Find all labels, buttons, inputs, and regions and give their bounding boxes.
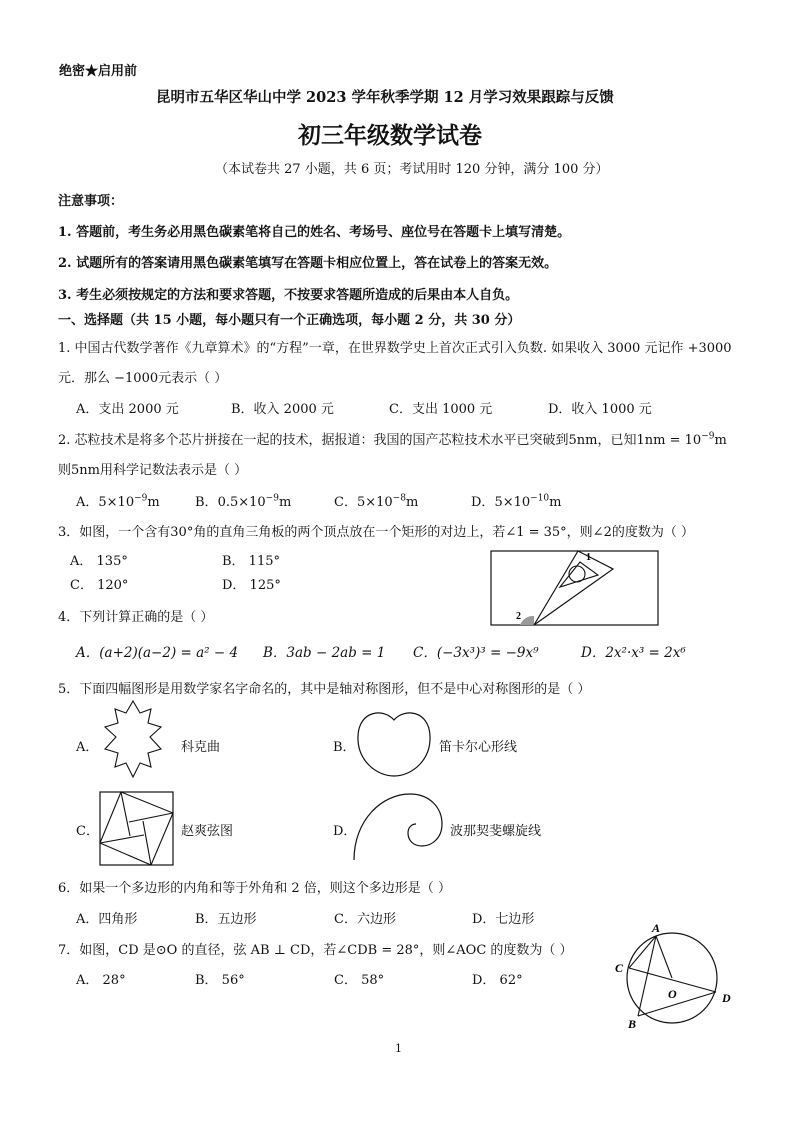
triangle-edge bbox=[100, 835, 144, 843]
triangle-edge bbox=[129, 813, 173, 822]
koch-curve-shape bbox=[105, 701, 161, 777]
option-label: D． bbox=[471, 495, 495, 510]
outer-square bbox=[100, 792, 173, 865]
angle-2-label: 2 bbox=[516, 611, 521, 622]
question-2-option-a bbox=[76, 491, 160, 510]
question-4-option-a: A．(a+2)(a−2) = a² − 4 bbox=[76, 645, 239, 661]
question-7-figure bbox=[610, 922, 740, 1032]
option-base: 5×10 bbox=[356, 495, 393, 510]
question-5-option-b-name: 笛卡尔心形线 bbox=[439, 740, 518, 755]
question-4-option-d: D．2x²·x³ = 2x⁶ bbox=[581, 645, 686, 661]
option-unit: m bbox=[405, 495, 419, 510]
question-2-line2: 则5nm用科学记数法表示是（ ） bbox=[58, 463, 248, 478]
question-7-option-c: C． 58° bbox=[334, 973, 385, 988]
option-exp: −9 bbox=[265, 493, 279, 504]
option-label: C． bbox=[334, 495, 357, 510]
question-6-option-b: B．五边形 bbox=[195, 912, 257, 927]
question-2-unit: m bbox=[714, 433, 727, 448]
question-6-option-c: C．六边形 bbox=[334, 912, 396, 927]
option-exp: −8 bbox=[392, 493, 406, 504]
note-item: 1. 答题前，考生务必用黑色碳素笔将自己的姓名、考场号、座位号在答题卡上填写清楚。 bbox=[58, 225, 571, 240]
option-base: 5×10 bbox=[98, 495, 135, 510]
label-d: D bbox=[722, 991, 731, 1005]
question-1-line2: 元．那么 −1000元表示（ ） bbox=[58, 371, 228, 386]
exam-subtitle: （本试卷共 27 小题，共 6 页；考试用时 120 分钟，满分 100 分） bbox=[215, 162, 609, 177]
question-3-stem: 3．如图，一个含有30°角的直角三角板的两个顶点放在一个矩形的对边上，若∠1 = 35°，则∠2的度数为（ ） bbox=[58, 525, 694, 540]
zhao-shuang-diagram bbox=[99, 791, 175, 867]
option-base: 5×10 bbox=[494, 495, 531, 510]
segment-bd bbox=[638, 992, 716, 1016]
question-4-option-c: C．(−3x³)³ = −9x⁹ bbox=[413, 645, 539, 661]
note-item: 3. 考生必须按规定的方法和要求答题，不按要求答题所造成的后果由本人自负。 bbox=[58, 288, 519, 303]
question-3-option-b: B． 115° bbox=[222, 554, 280, 569]
question-5-option-a-name: 科克曲 bbox=[181, 740, 221, 755]
plate-hole bbox=[569, 566, 585, 582]
note-item: 2. 试题所有的答案请用黑色碳素笔填写在答题卡相应位置上，答在试卷上的答案无效。 bbox=[58, 256, 558, 271]
label-o: O bbox=[668, 987, 677, 1001]
segment-ao bbox=[656, 936, 672, 978]
secret-label: 绝密★启用前 bbox=[59, 64, 138, 79]
question-5-option-b-label: B． bbox=[333, 740, 356, 755]
inner-square bbox=[100, 792, 173, 865]
question-2-line1 bbox=[58, 429, 727, 448]
page-number: 1 bbox=[395, 1042, 402, 1055]
question-2-exponent: −9 bbox=[701, 431, 715, 442]
school-line: 昆明市五华区华山中学 2023 学年秋季学期 12 月学习效果跟踪与反馈 bbox=[156, 89, 614, 106]
triangle-edge bbox=[143, 821, 151, 865]
triangle-plate-outer bbox=[534, 551, 613, 625]
question-5-stem: 5．下面四幅图形是用数学家名字命名的，其中是轴对称图形，但不是中心对称图形的是（ ） bbox=[58, 682, 591, 697]
question-3-option-a: A． 135° bbox=[70, 554, 128, 569]
question-1-option-c: C．支出 1000 元 bbox=[389, 402, 493, 417]
option-unit: m bbox=[278, 495, 292, 510]
question-5-option-c-name: 赵爽弦图 bbox=[181, 824, 234, 839]
option-label: B． bbox=[195, 495, 218, 510]
cardioid-figure bbox=[354, 708, 434, 778]
question-5-option-a-label: A． bbox=[76, 740, 99, 755]
question-2-option-b bbox=[195, 491, 291, 510]
question-7-option-b: B． 56° bbox=[195, 973, 245, 988]
angle-1-label: 1 bbox=[586, 552, 591, 563]
question-4-option-b: B．3ab − 2ab = 1 bbox=[263, 645, 386, 661]
question-5-option-d-name: 波那契斐螺旋线 bbox=[450, 824, 542, 839]
question-2-option-d bbox=[471, 491, 561, 510]
question-3-option-c: C． 120° bbox=[70, 578, 129, 593]
option-exp: −9 bbox=[134, 493, 148, 504]
question-1-option-b: B．收入 2000 元 bbox=[231, 402, 334, 417]
page-title: 初三年级数学试卷 bbox=[298, 122, 482, 149]
question-7-option-d: D． 62° bbox=[472, 973, 523, 988]
question-6-stem: 6．如果一个多边形的内角和等于外角和 2 倍，则这个多边形是（ ） bbox=[58, 881, 451, 896]
question-1-line1: 1. 中国古代数学著作《九章算术》的“方程”一章，在世界数学史上首次正式引入负数. 如果收入 3000 元记作 +3000 bbox=[58, 341, 732, 356]
question-6-option-d: D．七边形 bbox=[472, 912, 535, 927]
chord-ab bbox=[638, 936, 656, 1016]
koch-snowflake-figure bbox=[94, 697, 172, 783]
label-a: A bbox=[652, 921, 661, 935]
question-5-option-d-label: D． bbox=[333, 824, 357, 839]
spiral-curve bbox=[354, 794, 442, 860]
question-1-option-a: A．支出 2000 元 bbox=[76, 402, 179, 417]
option-unit: m bbox=[549, 495, 562, 510]
question-5-option-c-label: C． bbox=[76, 824, 99, 839]
question-2-option-c bbox=[334, 491, 418, 510]
option-label: A． bbox=[76, 495, 99, 510]
label-b: B bbox=[628, 1017, 637, 1031]
question-1-option-d: D．收入 1000 元 bbox=[548, 402, 652, 417]
triangle-edge bbox=[121, 792, 130, 836]
angle-2-shade bbox=[520, 616, 534, 625]
question-6-option-a: A．四角形 bbox=[76, 912, 138, 927]
notes-heading: 注意事项： bbox=[58, 194, 124, 209]
question-4-stem: 4．下列计算正确的是（ ） bbox=[58, 610, 214, 625]
question-2-line1-text: 2. 芯粒技术是将多个芯片拼接在一起的技术，据报道：我国的国产芯粒技术水平已突破到5nm，已知1nm = 10 bbox=[58, 433, 702, 448]
cardioid-curve bbox=[358, 713, 430, 776]
question-3-figure bbox=[490, 548, 660, 628]
option-exp: −10 bbox=[530, 493, 550, 504]
question-7-option-a: A． 28° bbox=[76, 973, 126, 988]
question-3-option-d: D． 125° bbox=[222, 578, 281, 593]
option-base: 0.5×10 bbox=[217, 495, 266, 510]
fibonacci-spiral-figure bbox=[352, 790, 444, 862]
section-heading: 一、选择题（共 15 小题，每小题只有一个正确选项，每小题 2 分，共 30 分） bbox=[58, 313, 521, 328]
label-c: C bbox=[615, 961, 624, 975]
option-unit: m bbox=[147, 495, 160, 510]
question-7-stem: 7．如图，CD 是⊙O 的直径，弦 AB ⊥ CD，若∠CDB = 28°，则∠AOC 的度数为（ ） bbox=[58, 943, 573, 958]
